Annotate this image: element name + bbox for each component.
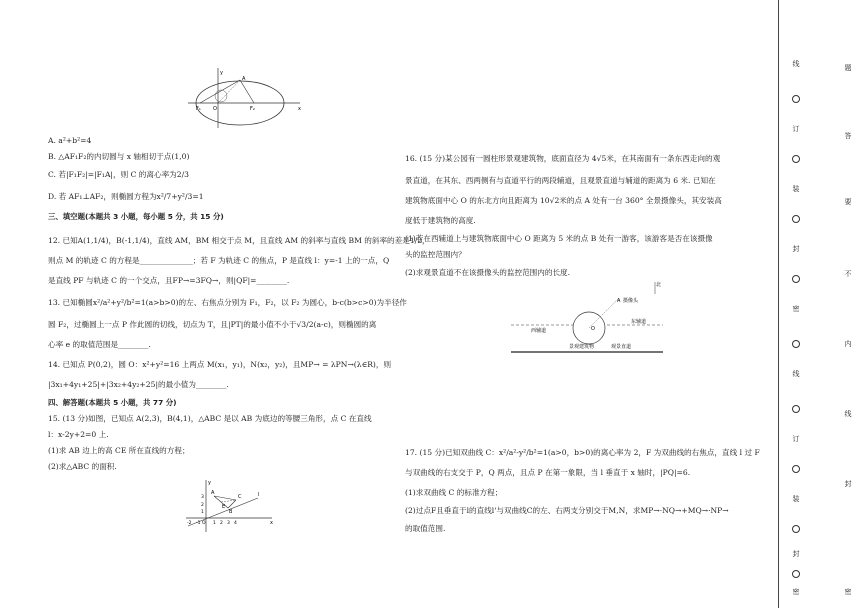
section-answer-title: 四、解答题(本题共 5 小题，共 77 分): [48, 398, 177, 407]
q16-line2: 景直道，在其东、西两侧有与直道平行的两段辅道，且观景直道与辅道的距离为 6 米. 已知在: [405, 176, 716, 185]
option-b: B. △AF₁F₂的内切圆与 x 轴相切于点(1,0): [48, 152, 190, 161]
q15-label-c: C: [238, 494, 242, 500]
q12-line2: 则点 M 的轨迹 C 的方程是______________；若 F 为轨迹 C 的焦点，P 是直线 l：y=-1 上的一点，Q: [48, 256, 390, 265]
q17-part1: (1)求双曲线 C 的标准方程；: [405, 488, 503, 497]
option-a: A. a²+b²=4: [48, 136, 92, 145]
q15-label-e: E: [222, 504, 226, 510]
gutter-char: 线: [792, 370, 800, 378]
q17-line2: 与双曲线的右支交于 P，Q 两点，且点 P 在第一象限，当 l 垂直于 x 轴时，|PQ|=6.: [405, 468, 691, 477]
q16-label-east-road: 东辅道: [631, 319, 647, 325]
q15-tick-neg2: -2: [187, 521, 192, 526]
binding-gutter: [778, 0, 860, 608]
gutter-outer-char: 要: [844, 198, 852, 206]
gutter-hole: [792, 570, 800, 578]
q15-ytick-2: 2: [201, 503, 204, 508]
q16-label-a: A: [617, 298, 621, 304]
gutter-char: 封: [792, 550, 800, 558]
gutter-outer-char: 答: [844, 132, 852, 140]
gutter-hole: [792, 215, 800, 223]
ellipse-label-f1: F₁: [196, 106, 201, 112]
gutter-char: 线: [792, 60, 800, 68]
q15-line2: l：x-2y+2=0 上.: [48, 430, 109, 439]
gutter-outer-char: 内: [844, 340, 852, 348]
q15-line1: 15. (13 分)如图，已知点 A(2,3)，B(4,1)，△ABC 是以 AB 为底边的等腰三角形，点 C 在直线: [48, 414, 372, 423]
q13-line1: 13. 已知椭圆x²/a²+y²/b²=1(a>b>0)的左、右焦点分别为 F₁，F₂，以 F₂ 为圆心，b-c(b>c>0)为半径作: [48, 298, 407, 307]
q15-tick-2: 2: [220, 521, 223, 526]
gutter-outer-char: 密: [844, 588, 852, 596]
section-fill-in-title: 三、填空题(本题共 3 小题，每小题 5 分，共 15 分): [48, 212, 224, 221]
q16-line4: 度低于建筑物的高度.: [405, 216, 476, 225]
q12-line1: 12. 已知A(1,1/4)，B(-1,1/4)，直线 AM，BM 相交于点 M，且直线 AM 的斜率与直线 BM 的斜率的差是1/2，: [48, 236, 430, 245]
gutter-char: 装: [792, 495, 800, 503]
q13-line2: 圆 F₂，过椭圆上一点 P 作此圆的切线，切点为 T，且|PT|的最小值不小于√3/2(a-c)，则椭圆的离: [48, 320, 377, 329]
q15-ytick-3: 3: [201, 495, 204, 500]
q16-line1: 16. (15 分)某公园有一圆柱形景观建筑物，底面直径为 4√5米，在其南面有一条东西走向的观: [405, 154, 721, 163]
q15-ytick-1: 1: [201, 510, 204, 515]
q16-label-west-road: 西辅道: [531, 328, 547, 334]
q15-label-a: A: [211, 490, 215, 496]
q15-label-y: y: [208, 480, 211, 486]
gutter-hole: [792, 155, 800, 163]
q17-line1: 17. (15 分)已知双曲线 C：x²/a²-y²/b²=1(a>0，b>0)的离心率为 2，F 为双曲线的右焦点，直线 l 过 F: [405, 448, 760, 457]
gutter-hole: [792, 340, 800, 348]
q15-label-x: x: [270, 520, 273, 526]
q16-label-o: O: [591, 326, 595, 332]
q17-part2-line2: 的取值范围.: [405, 524, 446, 533]
q16-figure: [507, 280, 667, 356]
gutter-char: 订: [792, 125, 800, 133]
gutter-hole: [792, 525, 800, 533]
gutter-outer-char: 封: [844, 480, 852, 488]
option-d: D. 若 AF₁⊥AF₂，则椭圆方程为x²/7+y²/3=1: [48, 192, 204, 201]
q12-line3: 是直线 PF 与轨迹 C 的一个交点，且FP→=3FQ→，则|QF|=________.: [48, 276, 290, 285]
gutter-char: 密: [792, 588, 800, 596]
q15-part1: (1)求 AB 边上的高 CE 所在直线的方程；: [48, 446, 190, 455]
q16-line3: 建筑物底面中心 O 的东北方向且距离为 10√2米的点 A 处有一台 360° 全景摄像头，其安装高: [405, 196, 722, 205]
q16-label-building: 景观建筑物: [569, 344, 595, 350]
ellipse-figure: [188, 66, 308, 128]
binding-line: [778, 0, 779, 608]
q16-label-camera: 摄像头: [623, 298, 639, 304]
gutter-char: 装: [792, 185, 800, 193]
ellipse-label-x: x: [298, 106, 301, 112]
q15-tick-3: 3: [227, 521, 230, 526]
gutter-hole: [792, 275, 800, 283]
ellipse-label-f2: F₂: [250, 106, 255, 112]
q16-part1-line1: (1)若在西辅道上与建筑物底面中心 O 距离为 5 米的点 B 处有一游客，该游客是否在该摄像: [405, 234, 713, 243]
gutter-hole: [792, 405, 800, 413]
gutter-char: 订: [792, 435, 800, 443]
q15-label-l: l: [258, 492, 260, 498]
q15-tick-1: 1: [213, 521, 216, 526]
option-c: C. 若|F₁F₂|=|F₁A|，则 C 的离心率为2/3: [48, 170, 189, 179]
ellipse-label-a: A: [242, 76, 246, 82]
q16-label-viewing-road: 观景直道: [611, 344, 632, 350]
q14-line1: 14. 已知点 P(0,2)，圆 O：x²+y²=16 上两点 M(x₁，y₁)，N(x₂，y₂)，且MP→ = λPN→(λ∈R)，则: [48, 360, 392, 369]
gutter-char: 密: [792, 305, 800, 313]
gutter-outer-char: 线: [844, 410, 852, 418]
q15-label-o: O: [202, 521, 206, 526]
gutter-hole: [792, 95, 800, 103]
q14-line2: |3x₁+4y₁+25|+|3x₂+4y₂+25|的最小值为________.: [48, 380, 229, 389]
q16-label-north: 北: [656, 282, 662, 288]
gutter-outer-char: 题: [844, 64, 852, 72]
q16-part1-line2: 头的监控范围内？: [405, 250, 466, 259]
q15-tick-neg1: -1: [196, 521, 201, 526]
q15-part2: (2)求△ABC 的面积.: [48, 462, 117, 471]
q13-line3: 心率 e 的取值范围是________.: [48, 340, 151, 349]
ellipse-label-y: y: [220, 70, 223, 76]
ellipse-label-o: O: [213, 106, 217, 112]
gutter-hole: [792, 465, 800, 473]
q15-figure: [184, 476, 276, 534]
q17-part2-line1: (2)过点F且垂直于l的直线l'与双曲线C的左、右两支分别交于M,N，求MP→·NQ→+MQ→·NP→: [405, 506, 729, 515]
gutter-char: 封: [792, 245, 800, 253]
gutter-outer-char: 不: [844, 270, 852, 278]
q15-tick-4: 4: [234, 521, 237, 526]
q15-label-b: B: [229, 509, 233, 515]
q16-part2: (2)求观景直道不在该摄像头的监控范围内的长度.: [405, 268, 571, 277]
